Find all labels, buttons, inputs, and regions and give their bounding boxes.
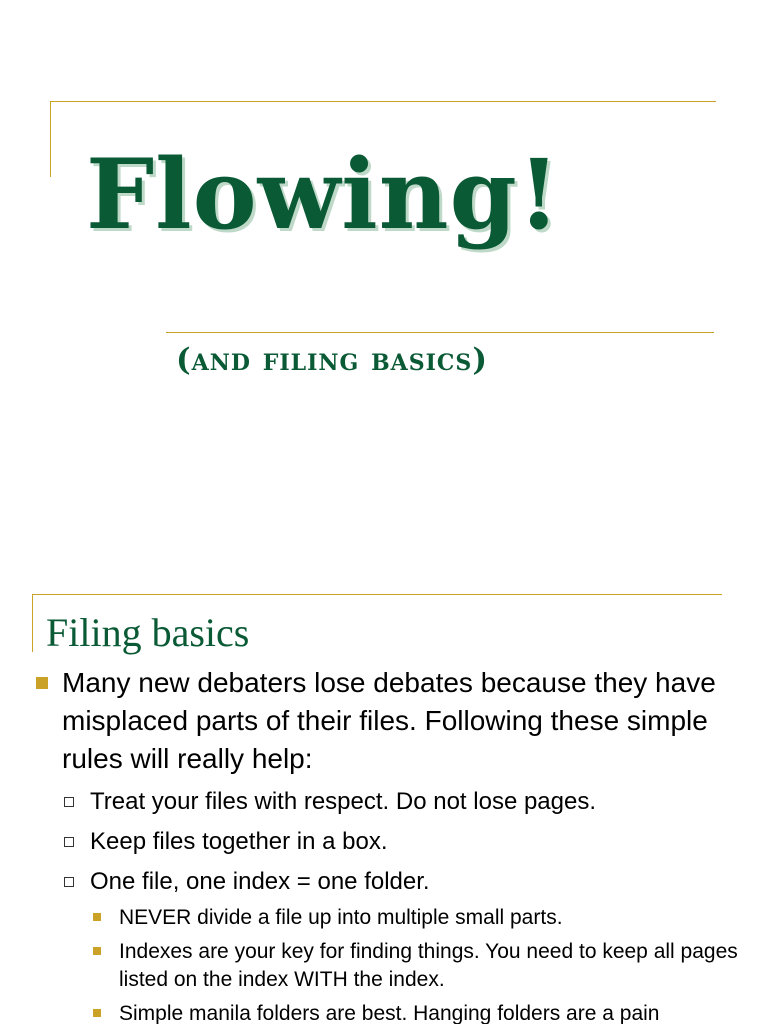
hollow-square-bullet-icon bbox=[64, 797, 74, 807]
content-left-rule bbox=[32, 594, 33, 652]
slide-title: Flowing! bbox=[86, 138, 561, 251]
title-top-rule bbox=[50, 101, 716, 102]
subtitle-rule bbox=[166, 332, 714, 333]
bullet-text: Indexes are your key for finding things. You need to keep all pages listed on the index WITH the index. bbox=[119, 940, 738, 991]
content-top-rule bbox=[32, 594, 722, 595]
square-bullet-icon bbox=[36, 677, 48, 689]
slide-subtitle: (and filing basics) bbox=[176, 342, 488, 378]
bullet-text: Keep files together in a box. bbox=[90, 828, 388, 855]
square-bullet-icon bbox=[93, 913, 101, 921]
bullet-text: NEVER divide a file up into multiple small parts. bbox=[119, 906, 563, 929]
content-slide bbox=[0, 560, 768, 1024]
content-slide-title: Filing basics bbox=[46, 610, 250, 655]
hollow-square-bullet-icon bbox=[64, 837, 74, 847]
bullet-text: Many new debaters lose debates because they have misplaced parts of their files. Following these simple rules will really help: bbox=[62, 667, 716, 774]
bullet-text: Treat your files with respect. Do not lose pages. bbox=[90, 788, 597, 815]
square-bullet-icon bbox=[93, 947, 101, 955]
hollow-square-bullet-icon bbox=[64, 877, 74, 887]
title-left-rule bbox=[50, 101, 51, 177]
bullet-text: Simple manila folders are best. Hanging folders are a pain bbox=[119, 1002, 660, 1024]
bullet-text: One file, one index = one folder. bbox=[90, 868, 430, 895]
square-bullet-icon bbox=[93, 1009, 101, 1017]
